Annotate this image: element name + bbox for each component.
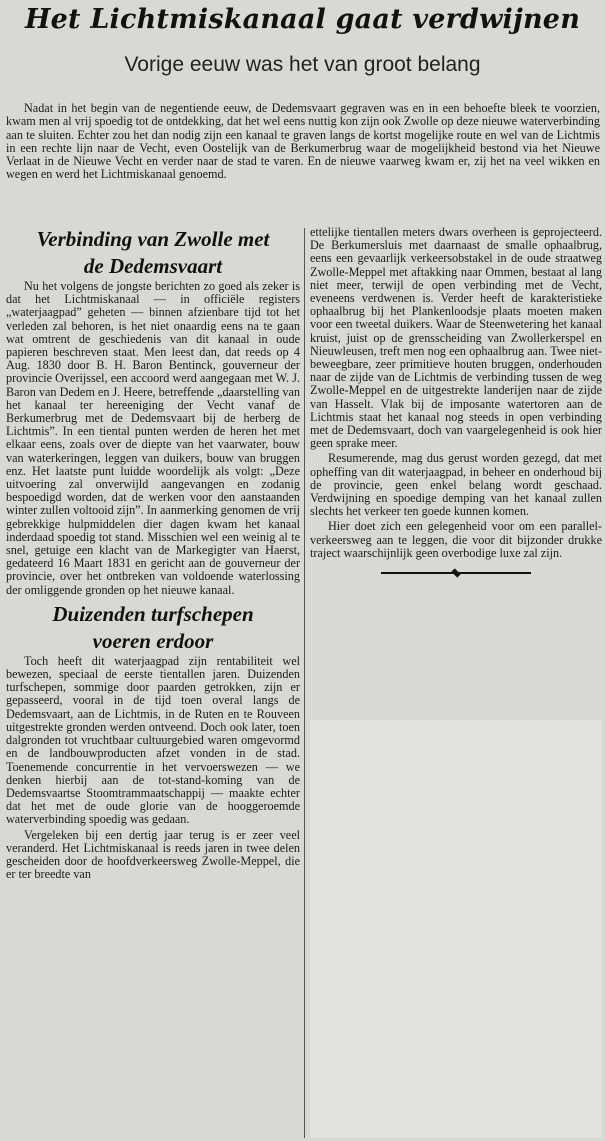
section-heading-line: Verbinding van Zwolle met [36, 227, 270, 251]
intro-paragraph: Nadat in het begin van de negentiende eeuw, de Dedemsvaart gegraven was en in een behoefte bleek te voorzien, kwam men al vrij spoedig tot de ontdekking, dat het wel eens nuttig kon zijn ook Zwolle op deze nieuwe waterverbinding aan te sluiten. Echter zou het dan nodig zijn een kanaal te graven langs de kortst mogelijke route en wel van de Lichtmis in een rechte lijn naar de Vecht, even Oostelijk van de Berkumerbrug waar de mogelijkheid bestond via het Nieuwe Verlaat in de Nieuwe Vecht en verder naar de stad te varen. En de nieuwe vaarweg kwam er, zij het na veel wikken en wegen en werd het Lichtmiskanaal genoemd. [6, 101, 600, 182]
section-heading-line: Duizenden turfschepen [52, 601, 254, 626]
blank-area [310, 720, 602, 1138]
rule-ornament-icon [451, 568, 460, 577]
end-of-article-rule [381, 568, 531, 577]
body-paragraph: ettelijke tientallen meters dwars overheen is geprojecteerd. De Berkumersluis met daarnaast de smalle ophaalbrug, eens een gevaarlijk verkeersobstakel in de oude straatweg Zwolle-Meppel met aftakking naar Ommen, bestaat al lang niet meer, terwijl de open verbinding met de Vecht, eveneens verdwenen is. Verder heeft de karakteristieke ophaalbrug bij het Plankenloodsje plaats moeten maken voor een tweetal duikers. Waar de Steenwetering het kanaal kruist, juist op de grensscheiding van Zwollerkerspel en Nieuwleusen, treft men nog een ophaalbrug aan. Twee niet-beweegbare, zeer primitieve houten bruggen, onderhouden naar de zijde van de Lichtmis de verbinding tussen de weg Zwolle-Meppel en de uitgestrekte landerijen naar de zijde van Hasselt. Vlak bij de imposante watertoren aan de Lichtmis staat het kanaal nog steeds in open verbinding met de Dedemsvaart, doch van vaargelegenheid is ook hier geen sprake meer. [310, 225, 602, 451]
subheadline: Vorige eeuw was het van groot belang [124, 53, 481, 76]
body-paragraph: Toch heeft dit waterjaagpad zijn rentabiliteit wel bewezen, speciaal de eerste tientallen jaren. Duizenden turfschepen, sommige door paarden getrokken, zijn er gepasseerd, vooral in de tijd toen overal langs de Dedemsvaart, aan de Lichtmis, in de Ruten en te Rouveen uitgestrekte gronden werden ontveend. Doch ook later, toen dalgronden tot vruchtbaar cultuurgebied waren omgevormd en de landbouwproducten afzet vonden in de stad. Toenemende concurrentie in het vervoerswezen — we denken hierbij aan de tot-stand-koming van de Dedemsvaartse Stoomtrammaatschappij — maakte echter dat het met de oude glorie van de hooggeroemde waterverbinding spoedig was gedaan. [6, 653, 300, 827]
right-column [310, 226, 602, 577]
headline: Het Lichtmiskanaal gaat verdwijnen [24, 4, 581, 35]
body-paragraph: Hier doet zich een gelegenheid voor om een parallel-verkeersweg aan te leggen, die voor dit bijzonder drukke traject waarschijnlijk geen overbodige luxe zal zijn. [310, 519, 602, 560]
section-heading-line: voeren erdoor [92, 628, 214, 653]
section-heading-line: de Dedemsvaart [83, 254, 223, 278]
body-paragraph: Vergeleken bij een dertig jaar terug is er zeer veel veranderd. Het Lichtmiskanaal is reeds jaren in twee delen gescheiden door de hoofdverkeersweg Zwolle-Meppel, die er ter breedte van [6, 827, 300, 882]
section-heading [6, 601, 300, 655]
section-heading [6, 226, 300, 280]
left-column [6, 226, 300, 883]
body-paragraph: Resumerende, mag dus gerust worden gezegd, dat met opheffing van dit waterjaagpad, in beheer en onderhoud bij de provincie, geen enkel belang wordt geschaad. Verdwijning en spoedige demping van het kanaal zullen slechts het verkeer ten goede kunnen komen. [310, 451, 602, 519]
column-divider [304, 228, 305, 1138]
body-paragraph: Nu het volgens de jongste berichten zo goed als zeker is dat het Lichtmiskanaal — in officiële registers „waterjaagpad” geheten — binnen afzienbare tijd tot het verleden zal behoren, is het niet onaardig eens na te gaan wat omtrent de geschiedenis van dit kanaal in oude papieren beschreven staat. Men leest dan, dat reeds op 4 Aug. 1830 door B. H. Baron Bentinck, gouverneur der provincie Overijssel, een accoord werd aangegaan met W. J. Baron van Dedem en J. Heere, betreffende „daarstelling van het kanaal ter hereeniging der Vecht vanaf de Berkumerbrug met de Dedemsvaart bij de herberg de Lichtmis”. In een tiental punten werden de heren het met elkaar eens, zoals over de diepte van het vaarwater, bouw van waterkeringen, leggen van duikers, bouw van bruggen enz. Het laatste punt luidde woordelijk als volgt: „Deze uitvoering zal onverwijld aangevangen en zodanig bespoedigd worden, dat de werken voor den aanstaanden winter zullen voltooid zijn”. In aanmerking genomen de vrij gebrekkige hulpmiddelen dier dagen kwam het kanaal inderdaad spoedig tot stand. Misschien wel een weinig al te snel, getuige een klacht van de Markegigter van Haerst, gedateerd 16 Maart 1831 en gericht aan de gouverneur der provincie, over het ontbreken van voldoende waterlossing der omliggende gronden op het nieuwe kanaal. [6, 279, 300, 597]
